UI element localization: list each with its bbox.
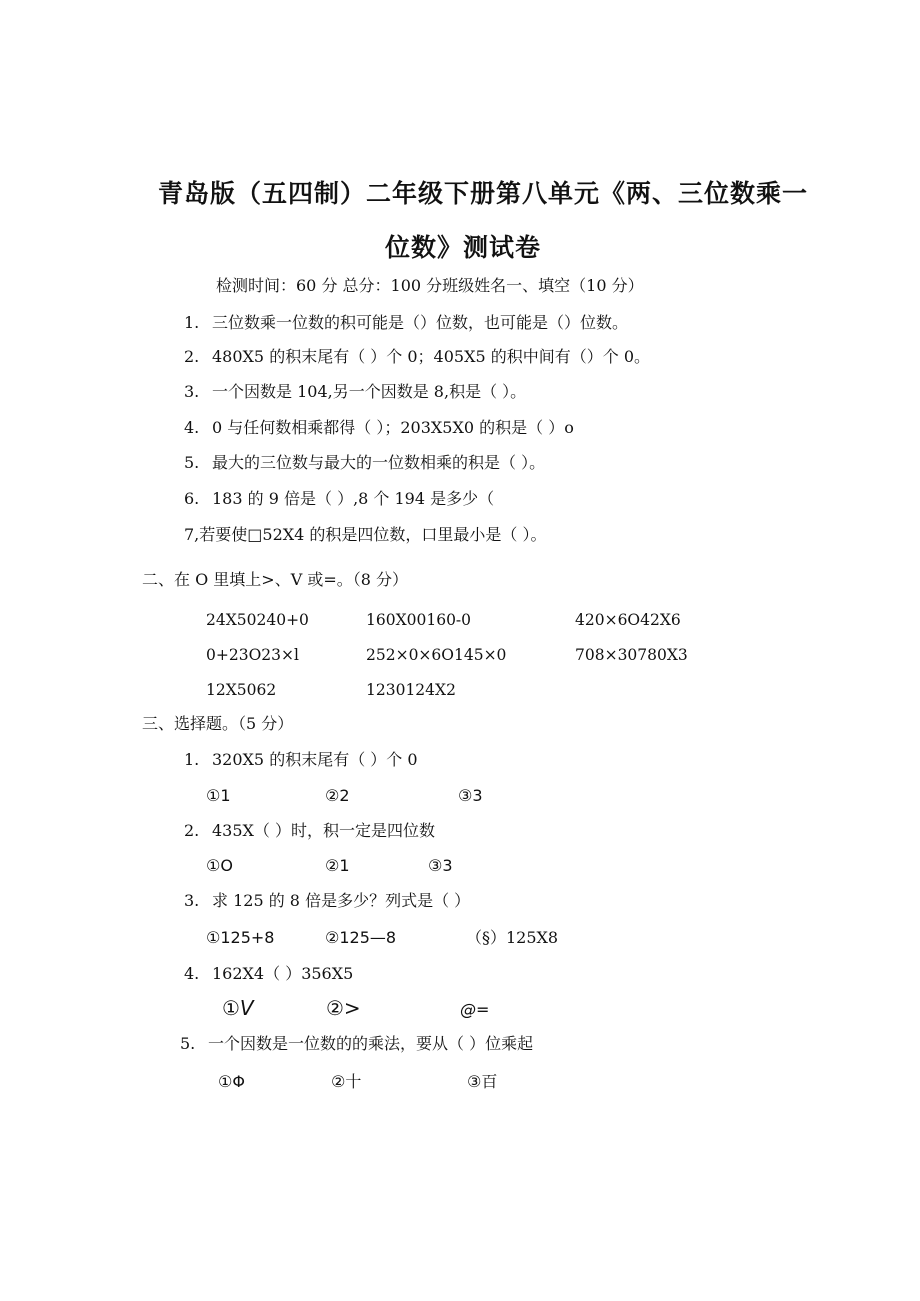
fill-blank-question: 最大的三位数与最大的一位数相乘的积是（ ）。 [212,453,546,472]
fill-blank-question: 0 与任何数相乘都得（ ）；203X5X0 的积是（ ）o [212,418,574,437]
comparison-item: 420×6O42X6 [575,611,681,629]
choice-question: 162X4（ ）356X5 [212,964,354,983]
choice-question: 435X（ ）时，积一定是四位数 [212,821,436,840]
choice-option: ②1 [325,856,350,875]
choice-option: ②125—8 [325,928,397,947]
fill-blank-question: 183 的 9 倍是（ ）,8 个 194 是多少（ [212,489,495,508]
fill-blank-question: 480X5 的积末尾有（ ）个 0；405X5 的积中间有（）个 0。 [212,347,651,366]
choice-option: ①1 [206,786,231,805]
page-title-line-1: 青岛版（五四制）二年级下册第八单元《两、三位数乘一 [158,179,809,208]
comparison-item: 12X5062 [206,681,277,699]
choice-question-number: 5. [180,1034,196,1053]
choice-question-number: 4. [184,964,200,983]
comparison-item: 708×30780X3 [575,646,688,664]
choice-question-number: 1. [184,750,200,769]
comparison-item: 24X50240+0 [206,611,309,629]
choice-option: ③百 [467,1072,498,1091]
choice-option: ①125+8 [206,928,275,947]
comparison-item: 160X00160-0 [366,611,472,629]
choice-option: ②2 [325,786,350,805]
choice-option: ③3 [428,856,453,875]
section-3-heading: 三、选择题。（5 分） [142,714,294,733]
comparison-item: 0+23O23×l [206,646,299,664]
choice-question-number: 2. [184,821,200,840]
fill-blank-question: 三位数乘一位数的积可能是（）位数，也可能是（）位数。 [212,313,629,332]
choice-option: ②十 [331,1072,362,1091]
choice-option: ①Φ [218,1072,245,1091]
fill-blank-number: 3. [184,382,200,401]
comparison-item: 252×0×6O145×0 [366,646,507,664]
choice-option: ①V [222,996,254,1020]
fill-blank-number: 4. [184,418,200,437]
choice-option: ②> [326,996,361,1020]
page-title-line-2: 位数》测试卷 [385,233,542,262]
fill-blank-number: 1. [184,313,200,332]
fill-blank-number: 2. [184,347,200,366]
exam-info-line: 检测时间：60 分 总分：100 分班级姓名一、填空（10 分） [216,276,644,295]
choice-option: ①O [206,856,233,875]
choice-option: （§）125X8 [466,928,559,947]
choice-question-number: 3. [184,891,200,910]
fill-blank-number: 6. [184,489,200,508]
choice-question: 求 125 的 8 倍是多少？列式是（ ） [212,891,471,910]
fill-blank-question: 一个因数是 104,另一个因数是 8,积是（ ）。 [212,382,527,401]
choice-question: 320X5 的积末尾有（ ）个 0 [212,750,418,769]
choice-option: ③3 [458,786,483,805]
fill-blank-number: 5. [184,453,200,472]
section-2-heading: 二、在 O 里填上>、V 或=。（8 分） [142,570,409,589]
choice-question: 一个因数是一位数的的乘法，要从（ ）位乘起 [208,1034,534,1053]
choice-option: @= [460,1000,490,1019]
fill-blank-question-7: 7,若要使□52X4 的积是四位数，口里最小是（ ）。 [184,525,547,544]
comparison-item: 1230124X2 [366,681,456,699]
